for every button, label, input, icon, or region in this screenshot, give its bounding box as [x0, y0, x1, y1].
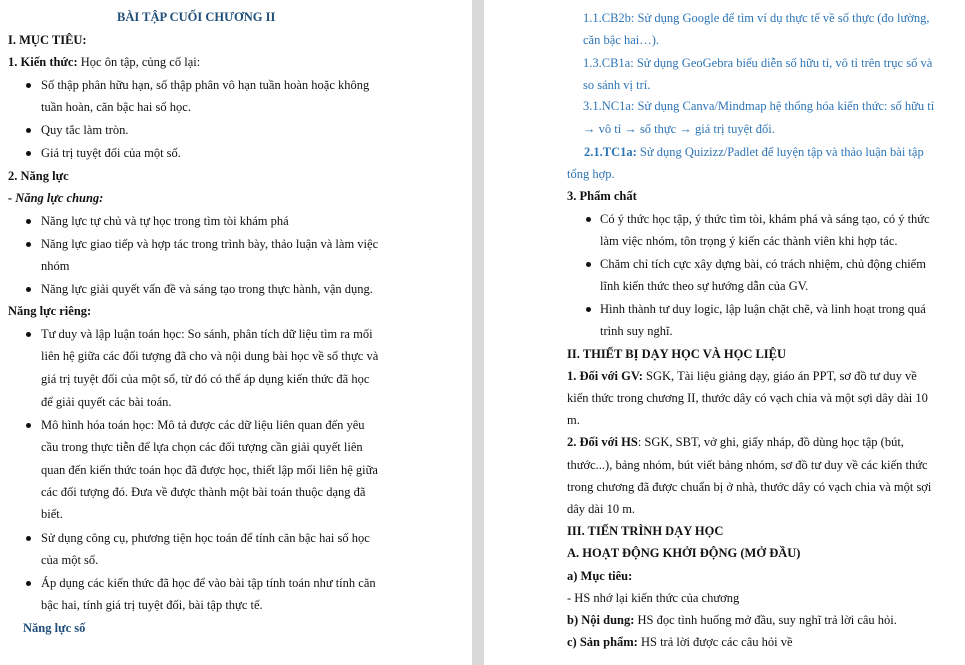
knowledge-item-2: Quy tắc làm tròn.: [41, 123, 129, 137]
quality-item-2-line-1: Chăm chỉ tích cực xây dựng bài, có trách nhiệm, chủ động chiếm: [600, 257, 926, 271]
specific-item-2-line-4: các đối tượng đó. Đưa về được thành một bài toán thuộc dạng đã: [41, 485, 366, 499]
bullet-icon: [26, 219, 31, 224]
document-title: BÀI TẬP CUỐI CHƯƠNG II: [117, 10, 276, 24]
document-page-right: [484, 0, 965, 665]
bullet-icon: [26, 128, 31, 133]
student-equipment-line-1: [567, 434, 904, 450]
specific-item-2-line-3: quan đến kiến thức toán học đã được học, thiết lập mối liên hệ giữa: [41, 463, 378, 477]
specific-item-2-line-1: Mô hình hóa toán học: Mô tả được các dữ liệu liên quan đến yêu: [41, 418, 365, 432]
knowledge-item-1-line-1: Số thập phân hữu hạn, số thập phân vô hạn tuần hoàn hoặc không: [41, 78, 370, 92]
content-text: HS đọc tình huống mở đầu, suy nghĩ trả lời câu hỏi.: [634, 613, 897, 627]
quality-item-1-line-1: Có ý thức học tập, ý thức tìm tòi, khám phá và sáng tạo, có ý thức: [600, 212, 930, 226]
section-1-heading: I. MỤC TIÊU:: [8, 33, 87, 47]
quality-item-3-line-1: Hình thành tư duy logic, lập luận chặt chẽ, và linh hoạt trong quá: [600, 302, 926, 316]
specific-item-1-line-3: giá trị tuyệt đối của một số, từ đó có thể áp dụng kiến thức đã học: [41, 372, 370, 386]
quality-heading: 3. Phẩm chất: [567, 189, 637, 203]
activity-a-heading: A. HOẠT ĐỘNG KHỞI ĐỘNG (MỞ ĐẦU): [567, 546, 801, 560]
knowledge-label: 1. Kiến thức:: [8, 55, 78, 69]
specific-item-3-line-2: của một số.: [41, 553, 99, 567]
content-label: b) Nội dung:: [567, 613, 635, 627]
specific-competence-heading: Năng lực riêng:: [8, 304, 92, 318]
student-equipment-line-2: thước...), bảng nhóm, bút viết bảng nhóm, sơ đồ tư duy về các kiến thức: [567, 458, 928, 472]
teacher-equipment-line-2: kiến thức trong chương II, thước dây có vạch chia và một sợi dây dài 10: [567, 391, 928, 405]
bullet-icon: [586, 307, 591, 312]
bullet-icon: [26, 151, 31, 156]
teacher-equipment-label: 1. Đối với GV:: [567, 369, 643, 383]
bullet-icon: [26, 287, 31, 292]
digital-item-3-line-1: 3.1.NC1a: Sử dụng Canva/Mindmap hệ thống hóa kiến thức: số hữu tỉ: [583, 99, 935, 113]
specific-item-1-line-2: liên hệ giữa các đối tượng đã cho và nội dung bài học về số thực và: [41, 349, 379, 363]
student-equipment-label: 2. Đối với HS: [567, 435, 638, 449]
bullet-icon: [26, 242, 31, 247]
bullet-icon: [586, 262, 591, 267]
digital-item-2-line-2: so sánh vị trí.: [583, 78, 651, 92]
product-text: HS trả lời được các câu hỏi về: [637, 635, 793, 649]
bullet-icon: [26, 581, 31, 586]
document-page-left: [0, 0, 472, 665]
specific-item-1-line-4: để giải quyết các bài toán.: [41, 395, 172, 409]
general-item-2-line-1: Năng lực giao tiếp và hợp tác trong trình bày, thảo luận và làm việc: [41, 237, 379, 251]
digital-competence-heading: Năng lực số: [23, 621, 86, 635]
general-item-3: Năng lực giải quyết vấn đề và sáng tạo trong thực hành, vận dụng.: [41, 282, 373, 296]
teacher-equipment-line-1: [567, 368, 917, 384]
digital-item-2-line-1: 1.3.CB1a: Sử dụng GeoGebra biểu diễn số hữu tỉ, vô tỉ trên trục số và: [583, 56, 933, 70]
section-2-heading: II. THIẾT BỊ DẠY HỌC VÀ HỌC LIỆU: [567, 347, 787, 361]
specific-item-4-line-1: Áp dụng các kiến thức đã học để vào bài tập tính toán như tính căn: [41, 576, 376, 590]
content-line: [567, 612, 897, 628]
student-equipment-text: : SGK, SBT, vở ghi, giấy nháp, đồ dùng học tập (bút,: [637, 435, 904, 449]
teacher-equipment-text: SGK, Tài liệu giảng dạy, giáo án PPT, sơ đồ tư duy về: [642, 369, 917, 383]
bullet-icon: [26, 83, 31, 88]
quality-item-1-line-2: làm việc nhóm, tôn trọng ý kiến các thành viên khi hợp tác.: [600, 234, 898, 248]
digital-item-1-line-1: 1.1.CB2b: Sử dụng Google để tìm ví dụ thực tế về số thực (đo lường,: [583, 11, 930, 25]
bullet-icon: [586, 217, 591, 222]
digital-item-4-line-2: tổng hợp.: [567, 167, 615, 181]
specific-item-2-line-2: cầu trong thực tiễn để lựa chọn các đối tượng cần giải quyết liên: [41, 440, 363, 454]
digital-item-4-code: 2.1.TC1a:: [584, 145, 637, 159]
bullet-icon: [26, 423, 31, 428]
section-3-heading: III. TIẾN TRÌNH DẠY HỌC: [567, 524, 724, 538]
teacher-equipment-line-3: m.: [567, 413, 580, 427]
knowledge-item-3: Giá trị tuyệt đối của một số.: [41, 146, 181, 160]
general-item-1: Năng lực tự chủ và tự học trong tìm tòi khám phá: [41, 214, 289, 228]
digital-item-1-line-2: căn bậc hai…).: [583, 33, 660, 47]
student-equipment-line-4: dây dài 10 m.: [567, 502, 636, 516]
bullet-icon: [26, 536, 31, 541]
digital-item-4-line-1: [584, 144, 924, 160]
bullet-icon: [26, 332, 31, 337]
general-item-2-line-2: nhóm: [41, 259, 70, 273]
general-competence-heading: - Năng lực chung:: [8, 191, 104, 205]
specific-item-3-line-1: Sử dụng công cụ, phương tiện học toán để tính căn bậc hai số học: [41, 531, 370, 545]
knowledge-item-1-line-2: tuần hoàn, căn bậc hai số học.: [41, 100, 191, 114]
knowledge-intro: Học ôn tập, củng cố lại:: [77, 55, 201, 69]
digital-item-3-line-2: → vô tỉ → số thực → giá trị tuyệt đối.: [583, 122, 775, 136]
quality-item-3-line-2: trình suy nghĩ.: [600, 324, 673, 338]
quality-item-2-line-2: lĩnh kiến thức theo sự hướng dẫn của GV.: [600, 279, 809, 293]
goal-label: a) Mục tiêu:: [567, 569, 633, 583]
student-equipment-line-3: trong chương đã được chuẩn bị ở nhà, thước dây có vạch chia và một sợi: [567, 480, 932, 494]
specific-item-2-line-5: biết.: [41, 507, 63, 521]
competence-heading: 2. Năng lực: [8, 169, 69, 183]
specific-item-4-line-2: bậc hai, tính giá trị tuyệt đối, bài tập thực tế.: [41, 598, 263, 612]
digital-item-4-text: Sử dụng Quizizz/Padlet để luyện tập và thảo luận bài tập: [636, 145, 924, 159]
goal-text: - HS nhớ lại kiến thức của chương: [567, 591, 740, 605]
product-label: c) Sản phẩm:: [567, 635, 638, 649]
product-line: [567, 634, 793, 650]
specific-item-1-line-1: Tư duy và lập luận toán học: So sánh, phân tích dữ liệu tìm ra mối: [41, 327, 373, 341]
knowledge-line: [8, 54, 200, 70]
